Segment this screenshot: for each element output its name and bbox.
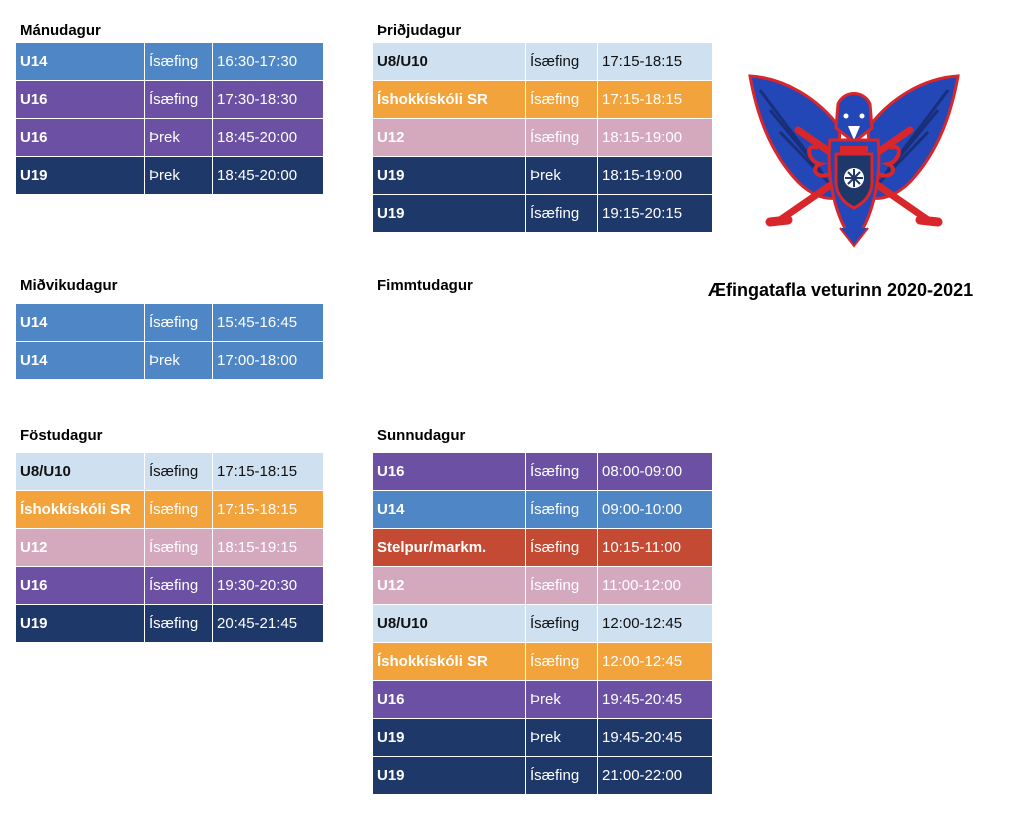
schedule-row	[373, 491, 712, 529]
page-title: Æfingatafla veturinn 2020-2021	[708, 280, 974, 300]
group-cell: U14	[16, 43, 145, 81]
type-cell: Ísæfing	[526, 453, 598, 491]
time-cell: 18:45-20:00	[213, 119, 324, 157]
schedule-row	[373, 81, 712, 119]
time-cell: 20:45-21:45	[217, 615, 298, 632]
type-cell: Ísæfing	[526, 757, 598, 795]
type-cell: Ísæfing	[145, 304, 213, 342]
time-cell: 08:00-09:00	[598, 453, 713, 491]
schedule-thridjudagur	[373, 43, 712, 232]
time-cell: 10:15-11:00	[598, 529, 713, 567]
schedule-fostudagur	[16, 453, 323, 642]
time-cell: 17:15-18:15	[213, 453, 324, 491]
day-title-thridjudagur: Þriðjudagur	[377, 22, 462, 39]
group-cell: U19	[373, 195, 526, 233]
time-cell: 18:15-19:00	[598, 119, 713, 157]
schedule-row	[373, 195, 712, 233]
type-cell: Ísæfing	[145, 43, 213, 81]
schedule-row	[373, 119, 712, 157]
group-cell: U16	[373, 453, 526, 491]
type-cell: Þrek	[145, 119, 213, 157]
time-cell: 19:45-20:45	[598, 681, 713, 719]
group-cell: U19	[373, 719, 526, 757]
time-cell: 12:00-12:45	[598, 605, 713, 643]
type-cell: Ísæfing	[145, 529, 213, 567]
group-cell: Íshokkískóli SR	[373, 643, 526, 681]
type-cell: Ísæfing	[526, 605, 598, 643]
group-cell: Stelpur/markm.	[373, 529, 526, 567]
schedule-row	[16, 529, 323, 567]
group-cell: U16	[16, 81, 145, 119]
time-cell: 11:00-12:00	[598, 567, 713, 605]
schedule-row	[373, 681, 712, 719]
time-cell: 12:00-12:45	[598, 643, 713, 681]
type-cell: Ísæfing	[526, 567, 598, 605]
type-cell: Þrek	[145, 157, 213, 195]
schedule-row	[16, 453, 323, 491]
group-cell: U8/U10	[16, 453, 145, 491]
group-cell: U8/U10	[373, 605, 526, 643]
schedule-row	[16, 342, 323, 380]
day-title-midvikudagur: Miðvikudagur	[20, 277, 118, 294]
schedule-row	[16, 605, 323, 643]
time-cell: 19:45-20:45	[598, 719, 713, 757]
schedule-row	[16, 81, 323, 119]
schedule-row	[16, 567, 323, 605]
type-cell: Ísæfing	[145, 491, 213, 529]
time-cell: 19:15-20:15	[602, 205, 683, 222]
schedule-row	[373, 757, 712, 795]
time-cell: 09:00-10:00	[598, 491, 713, 529]
type-cell: Ísæfing	[526, 119, 598, 157]
schedule-row	[16, 43, 323, 81]
schedule-row	[373, 567, 712, 605]
time-cell: 15:45-16:45	[213, 304, 324, 342]
time-cell: 18:15-19:00	[598, 157, 713, 195]
type-cell: Þrek	[526, 719, 598, 757]
group-cell: U19	[16, 157, 145, 195]
type-cell: Þrek	[145, 342, 213, 380]
schedule-row	[16, 119, 323, 157]
group-cell: U19	[373, 757, 526, 795]
schedule-sunnudagur	[373, 453, 712, 794]
day-title-sunnudagur: Sunnudagur	[377, 427, 466, 444]
group-cell: U8/U10	[373, 43, 526, 81]
schedule-manudagur	[16, 43, 323, 194]
day-title-manudagur: Mánudagur	[20, 22, 101, 39]
group-cell: U12	[373, 119, 526, 157]
type-cell: Þrek	[526, 157, 598, 195]
group-cell: U16	[16, 567, 145, 605]
hockey-eagle-logo-icon	[740, 70, 968, 248]
type-cell: Ísæfing	[526, 43, 598, 81]
time-cell: 17:15-18:15	[598, 81, 713, 119]
type-cell: Ísæfing	[526, 643, 598, 681]
schedule-row	[373, 529, 712, 567]
time-cell: 17:15-18:15	[213, 491, 324, 529]
time-cell: 18:45-20:00	[217, 167, 298, 184]
group-cell: U14	[16, 304, 145, 342]
time-cell: 17:15-18:15	[598, 43, 713, 81]
type-cell: Ísæfing	[526, 195, 598, 233]
group-cell: U14	[16, 342, 145, 380]
type-cell: Ísæfing	[526, 529, 598, 567]
type-cell: Ísæfing	[145, 453, 213, 491]
group-cell: U12	[16, 529, 145, 567]
group-cell: Íshokkískóli SR	[16, 491, 145, 529]
time-cell: 18:15-19:15	[213, 529, 324, 567]
group-cell: U19	[373, 157, 526, 195]
group-cell: U19	[16, 605, 145, 643]
schedule-row	[16, 491, 323, 529]
type-cell: Ísæfing	[145, 81, 213, 119]
type-cell: Þrek	[526, 681, 598, 719]
type-cell: Ísæfing	[526, 491, 598, 529]
schedule-row	[373, 643, 712, 681]
schedule-row	[373, 719, 712, 757]
group-cell: Íshokkískóli SR	[373, 81, 526, 119]
group-cell: U12	[373, 567, 526, 605]
group-cell: U16	[373, 681, 526, 719]
time-cell: 17:30-18:30	[213, 81, 324, 119]
time-cell: 21:00-22:00	[602, 767, 683, 784]
group-cell: U14	[373, 491, 526, 529]
group-cell: U16	[16, 119, 145, 157]
type-cell: Ísæfing	[145, 567, 213, 605]
time-cell: 17:00-18:00	[217, 352, 298, 369]
schedule-midvikudagur	[16, 304, 323, 379]
schedule-row	[373, 605, 712, 643]
schedule-row	[373, 453, 712, 491]
time-cell: 19:30-20:30	[213, 567, 324, 605]
schedule-row	[373, 43, 712, 81]
day-title-fostudagur: Föstudagur	[20, 427, 103, 444]
type-cell: Ísæfing	[526, 81, 598, 119]
schedule-row	[373, 157, 712, 195]
time-cell: 16:30-17:30	[213, 43, 324, 81]
type-cell: Ísæfing	[145, 605, 213, 643]
schedule-row	[16, 157, 323, 195]
day-title-fimmtudagur: Fimmtudagur	[377, 277, 473, 294]
schedule-row	[16, 304, 323, 342]
